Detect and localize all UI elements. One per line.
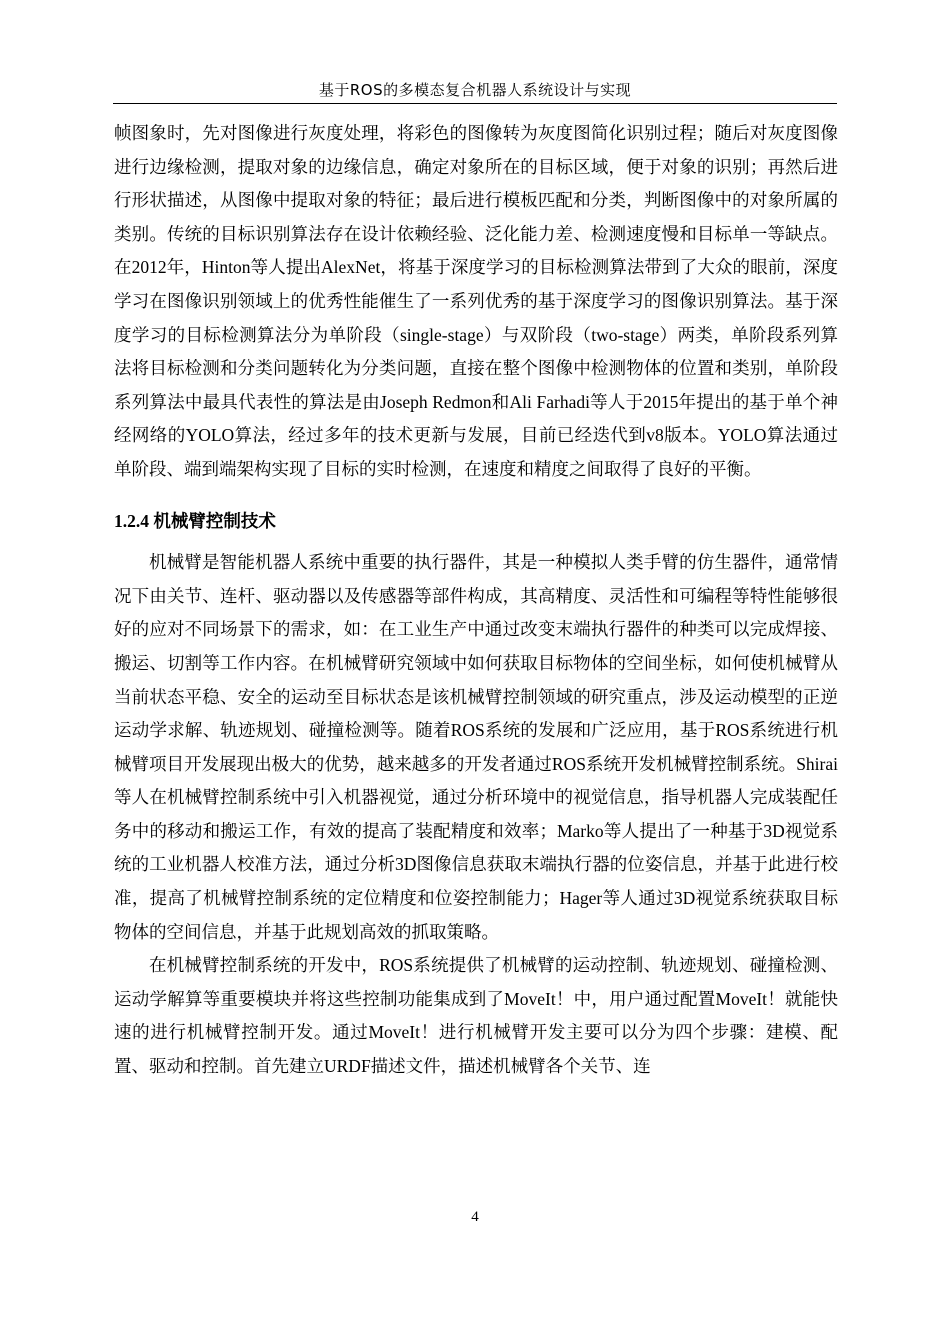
running-header: 基于ROS的多模态复合机器人系统设计与实现 [318,81,632,99]
header-divider [113,103,837,104]
paragraph-continued: 帧图象时，先对图像进行灰度处理，将彩色的图像转为灰度图简化识别过程；随后对灰度图像进行边缘检测，提取对象的边缘信息，确定对象所在的目标区域，便于对象的识别；再然后进行形状描述，从图像中提取对象的特征；最后进行模板匹配和分类，判断图像中的对象所属的类别。传统的目标识别算法存在设计依赖经验、泛化能力差、检测速度慢和目标单一等缺点。在2012年，Hinton等人提出AlexNet，将基于深度学习的目标检测算法带到了大众的眼前，深度学习在图像识别领域上的优秀性能催生了一系列优秀的基于深度学习的图像识别算法。基于深度学习的目标检测算法分为单阶段（single-stage）与双阶段（two-stage）两类，单阶段系列算法将目标检测和分类问题转化为分类问题，直接在整个图像中检测物体的位置和类别，单阶段系列算法中最具代表性的算法是由Joseph Redmon和Ali Farhadi等人于2015年提出的基于单个神经网络的YOLO算法，经过多年的技术更新与发展，目前已经迭代到v8版本。YOLO算法通过单阶段、端到端架构实现了目标的实时检测，在速度和精度之间取得了良好的平衡。 [114,123,838,479]
paragraph-moveit-development: 在机械臂控制系统的开发中，ROS系统提供了机械臂的运动控制、轨迹规划、碰撞检测、运动学解算等重要模块并将这些控制功能集成到了MoveIt！中，用户通过配置MoveIt！就能快速的进行机械臂控制开发。通过MoveIt！进行机械臂开发主要可以分为四个步骤：建模、配置、驱动和控制。首先建立URDF描述文件，描述机械臂各个关节、连 [114,955,838,1077]
paragraph-robot-arm-overview: 机械臂是智能机器人系统中重要的执行器件，其是一种模拟人类手臂的仿生器件，通常情况下由关节、连杆、驱动器以及传感器等部件构成，其高精度、灵活性和可编程等特性能够很好的应对不同场景下的需求，如：在工业生产中通过改变末端执行器件的种类可以完成焊接、搬运、切割等工作内容。在机械臂研究领域中如何获取目标物体的空间坐标，如何使机械臂从当前状态平稳、安全的运动至目标状态是该机械臂控制领域的研究重点，涉及运动模型的正逆运动学求解、轨迹规划、碰撞检测等。随着ROS系统的发展和广泛应用，基于ROS系统进行机械臂项目开发展现出极大的优势，越来越多的开发者通过ROS系统开发机械臂控制系统。Shirai等人在机械臂控制系统中引入机器视觉，通过分析环境中的视觉信息，指导机器人完成装配任务中的移动和搬运工作，有效的提高了装配精度和效率；Marko等人提出了一种基于3D视觉系统的工业机器人校准方法，通过分析3D图像信息获取末端执行器的位姿信息，并基于此进行校准，提高了机械臂控制系统的定位精度和位姿控制能力；Hager等人通过3D视觉系统获取目标物体的空间信息，并基于此规划高效的抓取策略。 [114,552,838,942]
body-text [114,117,838,1084]
page-number: 4 [471,1209,479,1225]
section-heading: 1.2.4 机械臂控制技术 [114,510,276,531]
